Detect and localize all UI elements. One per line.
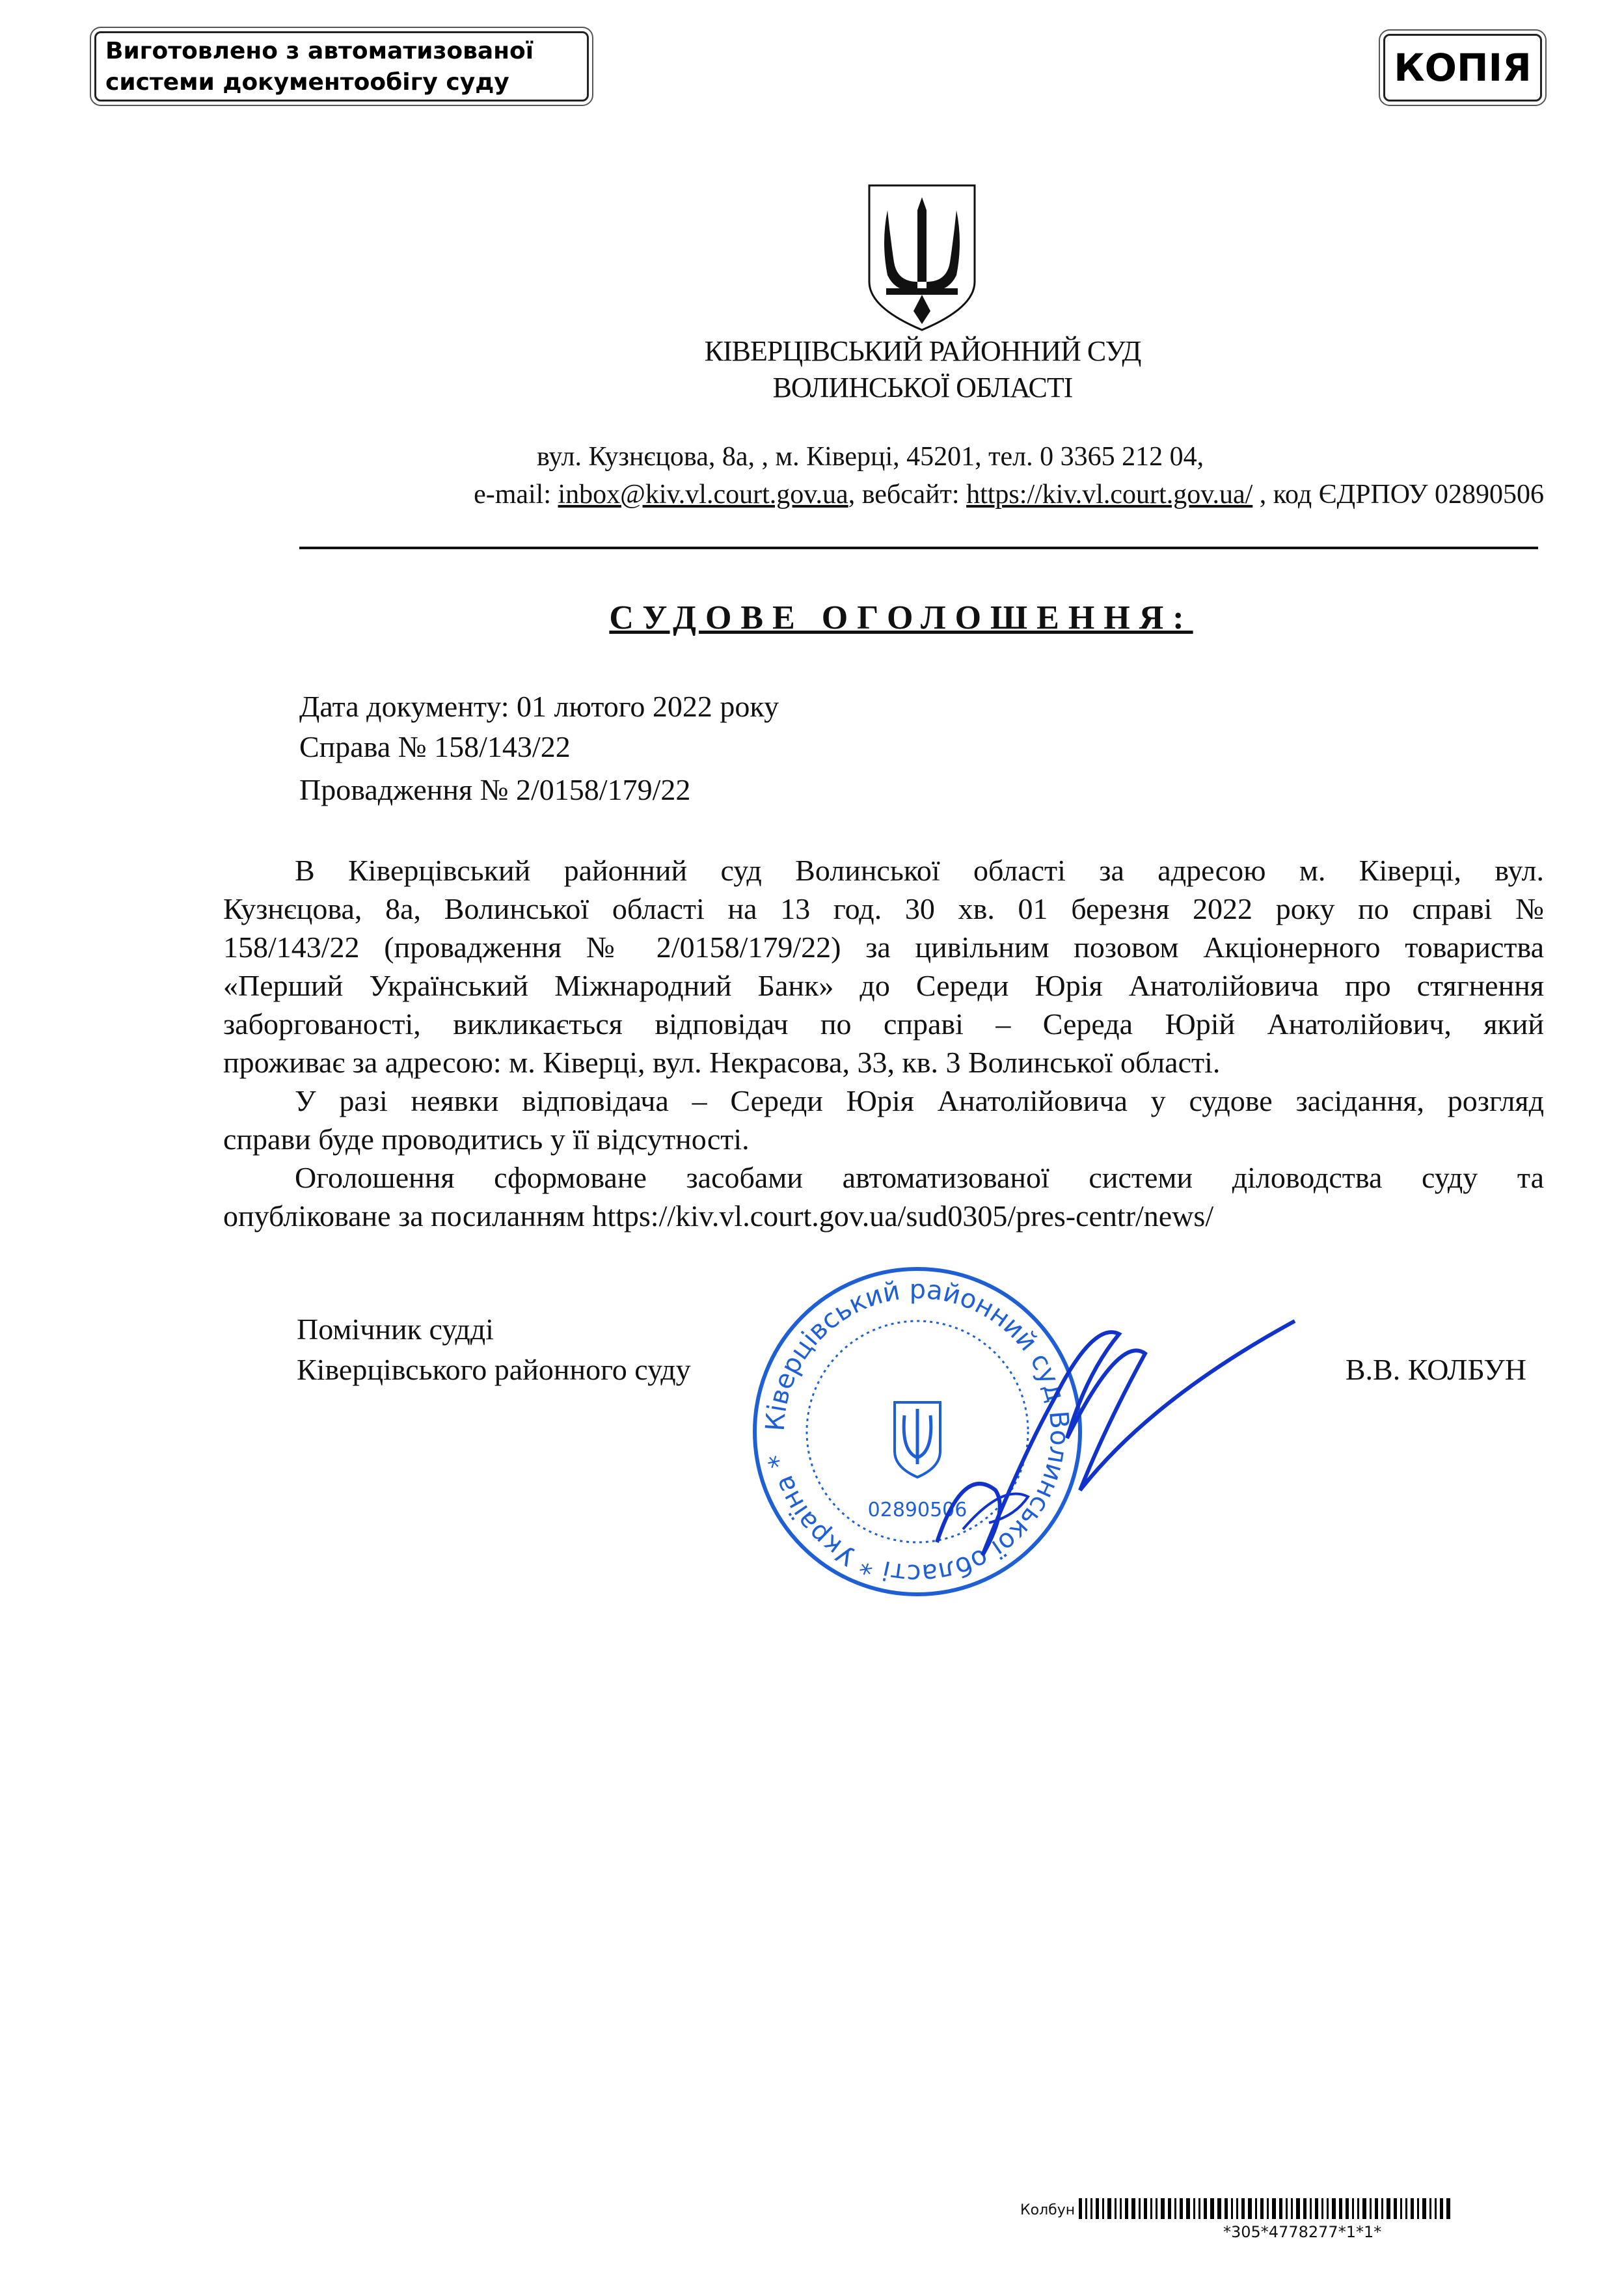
barcode-bar bbox=[1346, 2198, 1349, 2219]
barcode-bar bbox=[1422, 2198, 1426, 2219]
body-line: В Ківерцівський районний суд Волинської області за адресою м. Ківерці, вул. bbox=[295, 854, 1544, 887]
barcode-bar bbox=[1102, 2198, 1104, 2219]
barcode-bar bbox=[1362, 2198, 1366, 2219]
coat-of-arms-icon bbox=[868, 184, 976, 331]
announcement-body bbox=[223, 851, 1544, 1235]
barcode-bar bbox=[1267, 2198, 1269, 2219]
barcode-bar bbox=[1180, 2198, 1183, 2219]
case-number: Справа № 158/143/22 bbox=[299, 730, 571, 763]
barcode-bar bbox=[1327, 2198, 1329, 2219]
barcode bbox=[1020, 2193, 1450, 2219]
barcode-bar bbox=[1417, 2198, 1419, 2219]
barcode-bar bbox=[1198, 2198, 1200, 2219]
barcode-bar bbox=[1291, 2198, 1293, 2219]
body-line: справи буде проводитись у її відсутності. bbox=[223, 1123, 750, 1156]
barcode-bar bbox=[1210, 2198, 1214, 2219]
position-line2: Ківерцівського районного суду bbox=[297, 1353, 691, 1386]
email-link[interactable]: inbox@kiv.vl.court.gov.ua bbox=[558, 480, 848, 510]
barcode-bar bbox=[1096, 2198, 1099, 2219]
court-name-line2: ВОЛИНСЬКОЇ ОБЛАСТІ bbox=[772, 372, 1073, 403]
barcode-bar bbox=[1107, 2198, 1111, 2219]
barcode-bar bbox=[1296, 2198, 1300, 2219]
signatory-position bbox=[297, 1309, 691, 1390]
body-line: опубліковане за посиланням https://kiv.vl.court.gov.ua/sud0305/pres-centr/news/ bbox=[223, 1199, 1214, 1233]
barcode-bar bbox=[1381, 2198, 1383, 2219]
barcode-bar bbox=[1115, 2198, 1116, 2219]
barcode-bar bbox=[1375, 2198, 1378, 2219]
barcode-number: *305*4778277*1*1* bbox=[1223, 2223, 1382, 2241]
barcode-bar bbox=[1321, 2198, 1323, 2219]
barcode-bar bbox=[1139, 2198, 1141, 2219]
automated-system-stamp bbox=[94, 31, 589, 102]
body-line: Кузнєцова, 8а, Волинської області на 13 год. 30 хв. 01 березня 2022 року по справі № bbox=[223, 892, 1544, 925]
body-line: 158/143/22 (провадження № 2/0158/179/22) за цивільним позовом Акціонерного товариства bbox=[223, 931, 1544, 964]
court-address: вул. Кузнєцова, 8а, , м. Ківерці, 45201, тел. 0 3365 212 04, bbox=[537, 442, 1204, 472]
seal-text: Ківерцівський районний суд Волинської області * Україна * bbox=[760, 1274, 1075, 1589]
court-contacts bbox=[474, 479, 1544, 510]
barcode-bar bbox=[1405, 2198, 1407, 2219]
barcode-bar bbox=[1156, 2198, 1157, 2219]
barcode-bar bbox=[1236, 2198, 1238, 2219]
position-line1: Помічник судді bbox=[297, 1313, 494, 1346]
barcode-bar bbox=[1357, 2198, 1359, 2219]
barcode-bar bbox=[1255, 2198, 1257, 2219]
handwritten-signature bbox=[924, 1295, 1314, 1568]
barcode-bar bbox=[1161, 2198, 1165, 2219]
barcode-bar bbox=[1131, 2198, 1135, 2219]
barcode-bar bbox=[1400, 2198, 1402, 2219]
barcode-bar bbox=[1174, 2198, 1176, 2219]
barcode-label: Колбун bbox=[1020, 2202, 1076, 2218]
website-label: , вебсайт: bbox=[848, 480, 967, 510]
barcode-bar bbox=[1440, 2198, 1443, 2219]
barcode-bar bbox=[1332, 2198, 1336, 2219]
barcode-bar bbox=[1085, 2198, 1087, 2219]
barcode-bar bbox=[1231, 2198, 1233, 2219]
barcode-bar bbox=[1144, 2198, 1147, 2219]
barcode-bar bbox=[1186, 2198, 1190, 2219]
barcode-bar bbox=[1387, 2198, 1390, 2219]
barcode-bar bbox=[1279, 2198, 1282, 2219]
auto-stamp-line1: Виготовлено з автоматизованої bbox=[105, 38, 534, 64]
barcode-bar bbox=[1315, 2198, 1318, 2219]
barcode-bar bbox=[1272, 2198, 1276, 2219]
website-link[interactable]: https://kiv.vl.court.gov.ua/ bbox=[966, 480, 1253, 510]
signatory-name: В.В. КОЛБУН bbox=[1345, 1353, 1526, 1386]
barcode-bar bbox=[1435, 2198, 1437, 2219]
proceeding-number: Провадження № 2/0158/179/22 bbox=[299, 773, 691, 806]
court-name-line1: КІВЕРЦІВСЬКИЙ РАЙОННИЙ СУД bbox=[704, 335, 1141, 367]
barcode-bar bbox=[1125, 2198, 1128, 2219]
barcode-bar bbox=[1303, 2198, 1306, 2219]
copy-stamp: КОПІЯ bbox=[1383, 34, 1542, 102]
document-title: СУДОВЕ ОГОЛОШЕННЯ: bbox=[609, 599, 1193, 636]
barcode-bar bbox=[1150, 2198, 1152, 2219]
document-date: Дата документу: 01 лютого 2022 року bbox=[299, 690, 779, 723]
barcode-bar bbox=[1411, 2198, 1414, 2219]
barcode-bar bbox=[1429, 2198, 1431, 2219]
barcode-bar bbox=[1310, 2198, 1312, 2219]
auto-stamp-line2: системи документообігу суду bbox=[105, 69, 509, 96]
barcode-bar bbox=[1446, 2198, 1450, 2219]
email-label: e-mail: bbox=[474, 480, 558, 510]
barcode-bars bbox=[1079, 2198, 1450, 2219]
barcode-bar bbox=[1248, 2198, 1252, 2219]
barcode-bar bbox=[1352, 2198, 1354, 2219]
body-line: У разі неявки відповідача – Середи Юрія Анатолійовича у судове засідання, розгляд bbox=[295, 1084, 1544, 1117]
body-line: заборгованості, викликається відповідач по справі – Середа Юрій Анатолійович, який bbox=[223, 1007, 1544, 1041]
barcode-bar bbox=[1090, 2198, 1092, 2219]
barcode-bar bbox=[1225, 2198, 1228, 2219]
barcode-bar bbox=[1260, 2198, 1264, 2219]
body-line: «Перший Український Міжнародний Банк» до Середи Юрія Анатолійовича про стягнення bbox=[223, 969, 1544, 1002]
barcode-bar bbox=[1339, 2198, 1342, 2219]
barcode-bar bbox=[1241, 2198, 1245, 2219]
barcode-bar bbox=[1204, 2198, 1207, 2219]
seal-code: 02890506 bbox=[867, 1499, 968, 1521]
barcode-bar bbox=[1217, 2198, 1221, 2219]
barcode-bar bbox=[1193, 2198, 1195, 2219]
barcode-bar bbox=[1120, 2198, 1122, 2219]
body-line: проживає за адресою: м. Ківерці, вул. Некрасова, 33, кв. 3 Волинської області. bbox=[223, 1046, 1221, 1079]
barcode-bar bbox=[1394, 2198, 1397, 2219]
barcode-bar bbox=[1286, 2198, 1288, 2219]
body-line: Оголошення сформоване засобами автоматизованої системи діловодства суду та bbox=[295, 1161, 1544, 1194]
header-divider bbox=[299, 547, 1538, 549]
barcode-bar bbox=[1168, 2198, 1171, 2219]
barcode-bar bbox=[1370, 2198, 1372, 2219]
barcode-bar bbox=[1079, 2198, 1082, 2219]
edrpou-code: , код ЄДРПОУ 02890506 bbox=[1252, 480, 1544, 510]
